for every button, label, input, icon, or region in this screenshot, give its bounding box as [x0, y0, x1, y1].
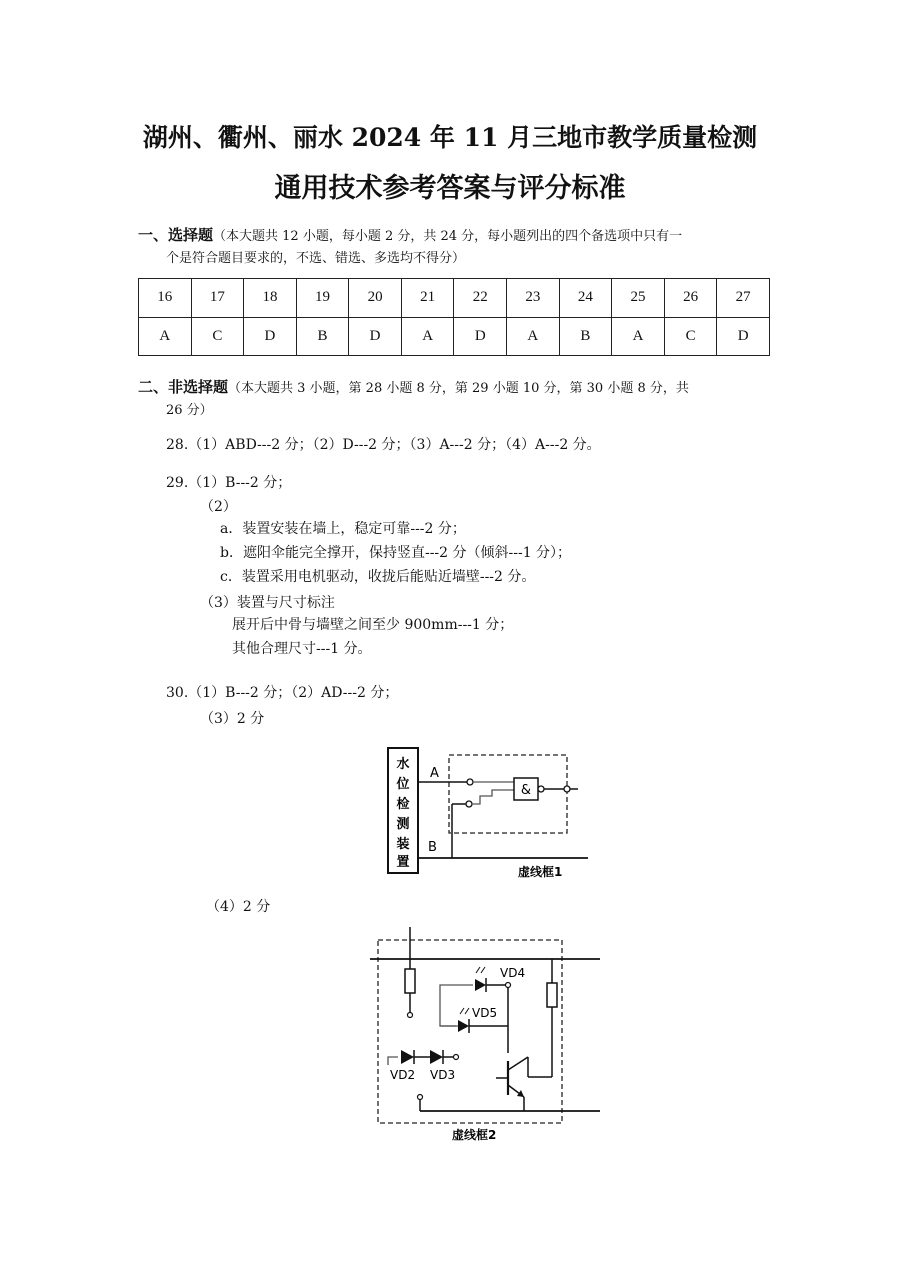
- dashed-frame-2: [378, 940, 562, 1123]
- dashed-frame-1: [449, 755, 567, 833]
- terminal-a-label: A: [430, 766, 439, 781]
- q30-part3: （3）2 分: [200, 711, 265, 727]
- answer-cell: D: [244, 317, 297, 356]
- section2-note-2: 26 分）: [166, 403, 213, 418]
- vd2-label: VD2: [390, 1068, 416, 1082]
- q29-part2-a: a．装置安装在墙上，稳定可靠---2 分；: [220, 521, 466, 537]
- answer-table: [138, 278, 770, 356]
- terminal-node: [467, 779, 473, 785]
- question-cell: 16: [139, 279, 192, 318]
- device-char: 检: [396, 797, 410, 812]
- q30-part4: （4）2 分: [206, 899, 271, 915]
- answer-cell: C: [664, 317, 717, 356]
- section1-note-1: （本大题共 12 小题，每小题 2 分，共 24 分，每小题列出的四个备选项中只有一: [213, 229, 683, 244]
- frame-caption-1: 虚线框1: [518, 865, 563, 879]
- output-node: [564, 786, 570, 792]
- section2-note-1: （本大题共 3 小题，第 28 小题 8 分，第 29 小题 10 分，第 30 小题 8 分，共: [228, 381, 689, 396]
- vd3-label: VD3: [430, 1068, 456, 1082]
- answer-cell: B: [296, 317, 349, 356]
- section1-note-2: 个是符合题目要求的，不选、错选、多选均不得分）: [166, 251, 466, 266]
- q29-part2-b: b．遮阳伞能完全撑开，保持竖直---2 分（倾斜---1 分）；: [220, 545, 572, 561]
- page-subtitle: 通用技术参考答案与评分标准: [274, 173, 626, 204]
- resistor-right: [547, 983, 557, 1007]
- circuit-diagram-2: [368, 925, 608, 1147]
- question-cell: 19: [296, 279, 349, 318]
- section2-line1: [138, 374, 689, 402]
- question-cell: 25: [612, 279, 665, 318]
- device-char: 置: [396, 855, 410, 870]
- question-cell: 21: [401, 279, 454, 318]
- terminal-b-label: B: [428, 840, 437, 855]
- q29-part3-b: 其他合理尺寸---1 分。: [232, 641, 372, 657]
- answer-cell: A: [139, 317, 192, 356]
- q29-part3: （3）装置与尺寸标注: [200, 595, 335, 611]
- answer-cell: A: [612, 317, 665, 356]
- answer-cell: A: [507, 317, 560, 356]
- device-char: 测: [396, 817, 410, 832]
- q30-part1-2: 30.（1）B---2 分；（2）AD---2 分；: [166, 685, 399, 701]
- q29-part2: （2）: [200, 499, 237, 515]
- q29-part3-a: 展开后中骨与墙壁之间至少 900mm---1 分；: [232, 617, 514, 633]
- question-cell: 26: [664, 279, 717, 318]
- answer-cell: A: [401, 317, 454, 356]
- question-cell: 24: [559, 279, 612, 318]
- question-number-row: [139, 279, 770, 318]
- frame-caption-2: 虚线框2: [452, 1128, 497, 1142]
- vd5-label: VD5: [472, 1006, 498, 1020]
- answer-cell: B: [559, 317, 612, 356]
- q29-part1: 29.（1）B---2 分；: [166, 475, 292, 491]
- vd4-label: VD4: [500, 966, 526, 980]
- answer-row: [139, 317, 770, 356]
- resistor-left: [405, 969, 415, 993]
- answer-cell: D: [349, 317, 402, 356]
- question-cell: 27: [717, 279, 770, 318]
- section2-heading: 二、非选择题: [138, 378, 229, 396]
- device-char: 装: [396, 837, 410, 852]
- vd3-diode: [430, 1050, 443, 1064]
- question-cell: 20: [349, 279, 402, 318]
- answer-cell: C: [191, 317, 244, 356]
- answer-cell: D: [717, 317, 770, 356]
- device-char: 位: [396, 777, 410, 792]
- vd2-diode: [401, 1050, 414, 1064]
- question-cell: 17: [191, 279, 244, 318]
- terminal-node: [466, 801, 472, 807]
- section1-heading: 一、选择题: [138, 226, 214, 244]
- circuit-diagram-1: [380, 740, 590, 885]
- q29-part2-c: c．装置采用电机驱动，收拢后能贴近墙壁---2 分。: [220, 569, 536, 585]
- device-char: 水: [396, 757, 410, 772]
- answer-cell: D: [454, 317, 507, 356]
- vd5-led: [458, 1020, 469, 1032]
- page-title: 湖州、衢州、丽水 2024 年 11 月三地市教学质量检测: [142, 123, 758, 152]
- and-gate-symbol: &: [520, 783, 532, 798]
- q28-answer: 28.（1）ABD---2 分；（2）D---2 分；（3）A---2 分；（4）A---2 分。: [166, 437, 601, 453]
- question-cell: 23: [507, 279, 560, 318]
- question-cell: 22: [454, 279, 507, 318]
- question-cell: 18: [244, 279, 297, 318]
- vd4-led: [475, 979, 486, 991]
